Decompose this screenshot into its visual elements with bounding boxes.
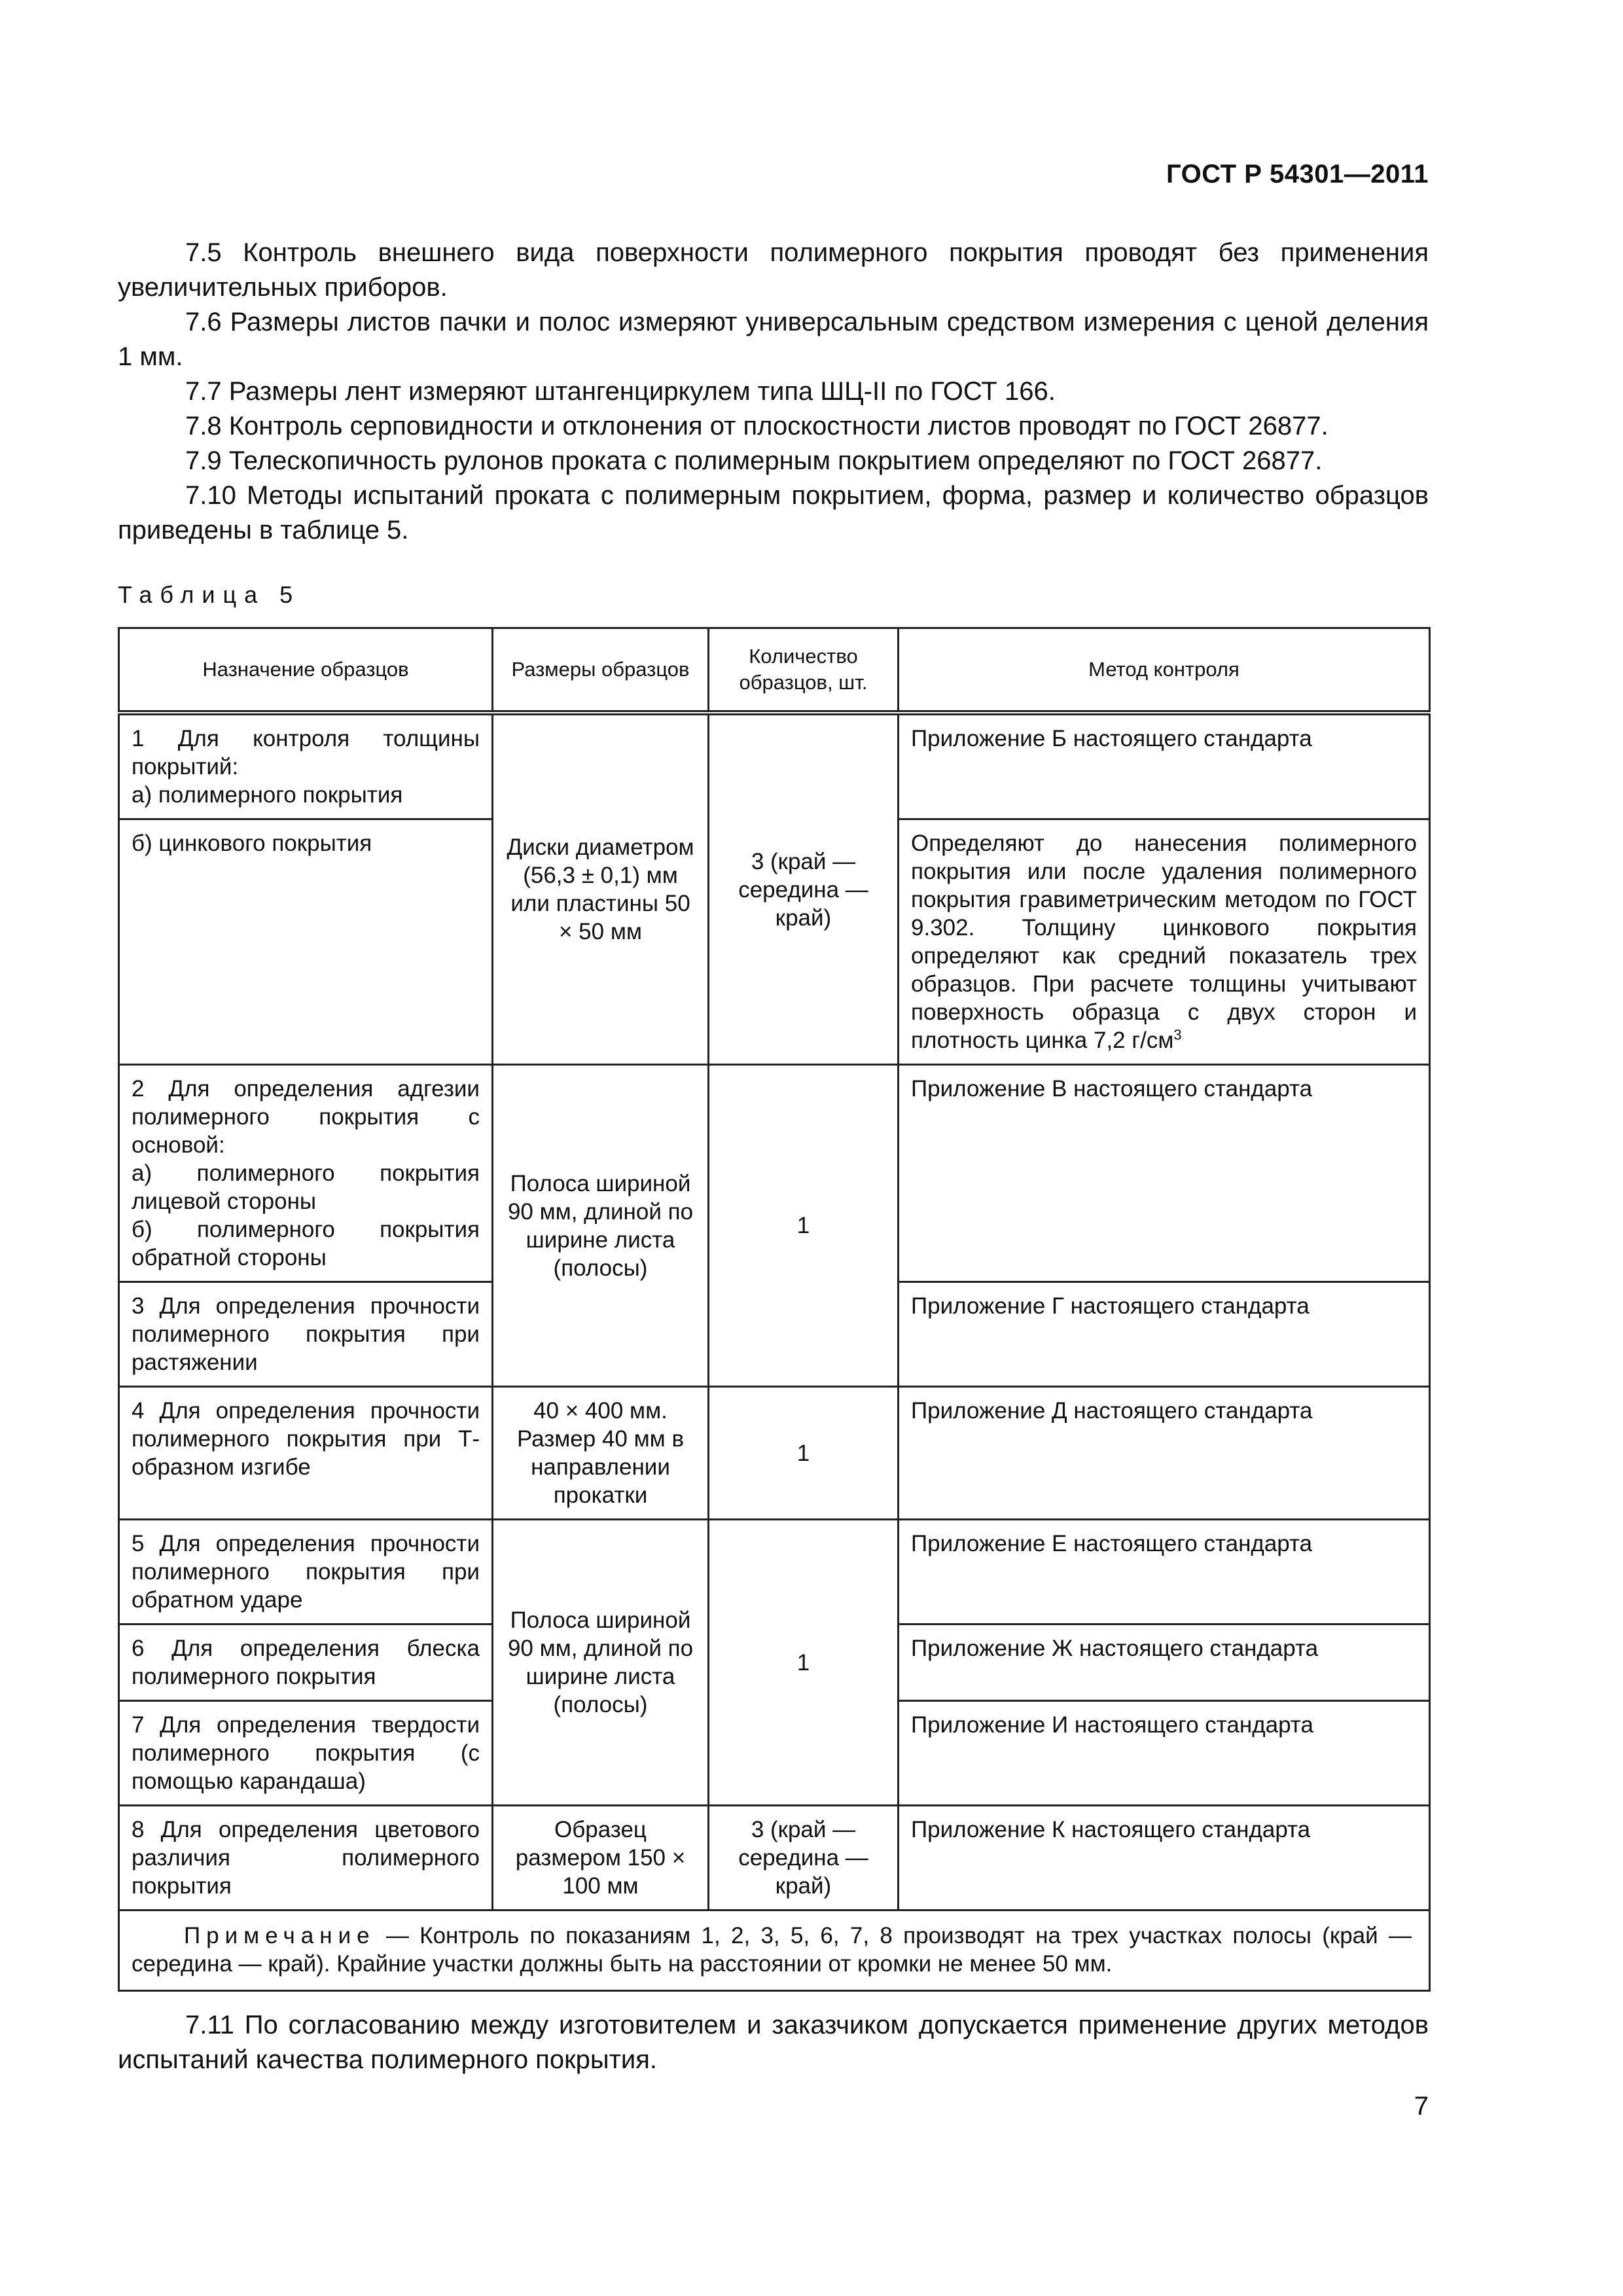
paragraph-text: 7.7 Размеры лент измеряют штангенциркулем типа ШЦ-II по ГОСТ 166. — [185, 377, 1056, 406]
paragraph-7-7 — [118, 374, 1429, 409]
paragraph-text: 7.6 Размеры листов пачки и полос измеряют универсальным средством измерения с ценой деления 1 мм. — [118, 308, 1429, 371]
cell-purpose: 1 Для контроля толщины покрытий: а) полимерного покрытия — [119, 713, 493, 819]
note-label: Примечание — [184, 1923, 376, 1948]
cell-quantity: 3 (край — середина — край) — [709, 713, 899, 1065]
method-text: Определяют до нанесения полимерного покрытия или после удаления полимерного покрытия гравиметрическим методом по ГОСТ 9.302. Толщину цинкового покрытия определяют как средний показатель трех образцов. При расчете толщины учитывают поверхность образца с двух сторон и плотность цинка 7,2 г/см — [911, 831, 1417, 1053]
paragraph-7-6 — [118, 305, 1429, 374]
paragraph-text: 7.5 Контроль внешнего вида поверхности полимерного покрытия проводят без применения увеличительных приборов. — [118, 238, 1429, 302]
document-id: ГОСТ Р 54301—2011 — [1166, 160, 1429, 188]
cell-quantity: 1 — [709, 1065, 899, 1387]
table-header-row — [119, 628, 1430, 713]
cell-method: Приложение Д настоящего стандарта — [899, 1387, 1430, 1520]
paragraph-7-8 — [118, 409, 1429, 444]
paragraph-text: 7.11 По согласованию между изготовителем и заказчиком допускается применение других методов испытаний качества полимерного покрытия. — [118, 2011, 1429, 2074]
cell-quantity: 1 — [709, 1520, 899, 1806]
cell-purpose: 3 Для определения прочности полимерного покрытия при растяжении — [119, 1282, 493, 1387]
cell-purpose: 5 Для определения прочности полимерного покрытия при обратном ударе — [119, 1520, 493, 1624]
cell-purpose: 8 Для определения цветового различия полимерного покрытия — [119, 1806, 493, 1910]
cell-purpose: 4 Для определения прочности полимерного покрытия при Т-образном изгибе — [119, 1387, 493, 1520]
paragraph-7-10 — [118, 478, 1429, 548]
cell-quantity: 1 — [709, 1387, 899, 1520]
cell-method: Приложение Ж настоящего стандарта — [899, 1624, 1430, 1701]
header-purpose: Назначение образцов — [119, 628, 493, 713]
cell-method: Приложение К настоящего стандарта — [899, 1806, 1430, 1910]
cell-method: Приложение Г настоящего стандарта — [899, 1282, 1430, 1387]
cell-method: Приложение Е настоящего стандарта — [899, 1520, 1430, 1624]
cell-size: 40 × 400 мм. Размер 40 мм в направлении прокатки — [493, 1387, 709, 1520]
cell-quantity: 3 (край — середина — край) — [709, 1806, 899, 1910]
cell-size: Полоса шириной 90 мм, длиной по ширине листа (полосы) — [493, 1065, 709, 1387]
paragraph-text: 7.9 Телескопичность рулонов проката с полимерным покрытием определяют по ГОСТ 26877. — [185, 446, 1323, 475]
table-5 — [118, 627, 1431, 1992]
table-row — [119, 1065, 1430, 1282]
cell-size: Полоса шириной 90 мм, длиной по ширине листа (полосы) — [493, 1520, 709, 1806]
note-text: — Контроль по показаниям 1, 2, 3, 5, 6, 7, 8 производят на трех участках полосы (край — середина — край). Крайние участки должны быть на расстоянии от кромки не менее 50 мм. — [132, 1923, 1412, 1977]
header-quantity: Количество образцов, шт. — [709, 628, 899, 713]
cell-purpose: 2 Для определения адгезии полимерного покрытия с основой: а) полимерного покрытия лицевой стороны б) полимерного покрытия обратной стороны — [119, 1065, 493, 1282]
superscript: 3 — [1173, 1026, 1182, 1043]
table-note-row — [119, 1910, 1430, 1991]
paragraph-text: 7.8 Контроль серповидности и отклонения от плоскостности листов проводят по ГОСТ 26877. — [185, 412, 1329, 440]
cell-purpose: б) цинкового покрытия — [119, 819, 493, 1065]
cell-method: Приложение И настоящего стандарта — [899, 1701, 1430, 1806]
table-row — [119, 1520, 1430, 1624]
cell-method: Приложение В настоящего стандарта — [899, 1065, 1430, 1282]
header-method: Метод контроля — [899, 628, 1430, 713]
paragraph-text: 7.10 Методы испытаний проката с полимерным покрытием, форма, размер и количество образцов приведены в таблице 5. — [118, 481, 1429, 545]
cell-size: Образец размером 150 × 100 мм — [493, 1806, 709, 1910]
table-row — [119, 713, 1430, 819]
table-row — [119, 1387, 1430, 1520]
page-number: 7 — [1414, 2092, 1429, 2121]
table-note — [119, 1910, 1430, 1991]
cell-size: Диски диаметром (56,3 ± 0,1) мм или пластины 50 × 50 мм — [493, 713, 709, 1065]
paragraph-7-11 — [118, 2008, 1429, 2077]
paragraph-7-5 — [118, 236, 1429, 305]
cell-method — [899, 819, 1430, 1065]
cell-purpose: 6 Для определения блеска полимерного покрытия — [119, 1624, 493, 1701]
paragraph-7-9 — [118, 444, 1429, 478]
table-caption: Таблица 5 — [118, 581, 301, 608]
header-size: Размеры образцов — [493, 628, 709, 713]
cell-purpose: 7 Для определения твердости полимерного покрытия (с помощью карандаша) — [119, 1701, 493, 1806]
cell-method: Приложение Б настоящего стандарта — [899, 713, 1430, 819]
table-row — [119, 1806, 1430, 1910]
